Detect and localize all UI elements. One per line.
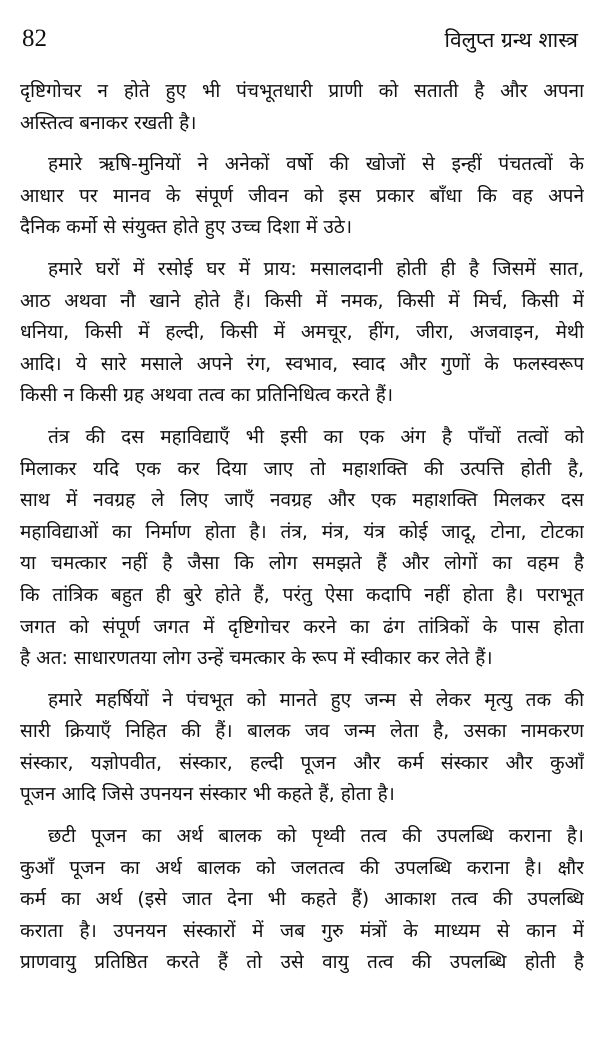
body-text xyxy=(20,76,584,989)
text-line: या चमत्कार नहीं है जैसा कि लोग समझते हैं और लोगों का वहम है xyxy=(20,552,584,575)
text-line: प्राणवायु प्रतिष्ठित करते हैं तो उसे वायु तत्व की उपलब्धि होती है xyxy=(20,951,584,974)
text-line: पूजन आदि जिसे उपनयन संस्कार भी कहते हैं, होता है। xyxy=(20,783,395,806)
paragraph xyxy=(20,149,584,244)
text-line: है अत: साधारणतया लोग उन्हें चमत्कार के रूप में स्वीकार कर लेते हैं। xyxy=(20,647,493,670)
book-title: विलुप्त ग्रन्थ शास्त्र xyxy=(444,28,578,52)
text-line: साथ में नवग्रह ले लिए जाएँ नवग्रह और एक महाशक्ति मिलकर दस xyxy=(20,489,584,512)
page-number: 82 xyxy=(22,25,47,52)
text-line: आदि। ये सारे मसाले अपने रंग, स्वभाव, स्वाद और गुणों के फलस्वरूप xyxy=(20,352,584,375)
text-line: आधार पर मानव के संपूर्ण जीवन को इस प्रकार बाँधा कि वह अपने xyxy=(20,184,584,207)
text-line: हमारे घरों में रसोई घर में प्राय: मसालदानी होती ही है जिसमें सात, xyxy=(48,257,584,280)
text-line: कराता है। उपनयन संस्कारों में जब गुरु मंत्रों के माध्यम से कान में xyxy=(20,919,584,942)
text-line: छटी पूजन का अर्थ बालक को पृथ्वी तत्व की उपलब्धि कराना है। xyxy=(48,825,584,848)
paragraph xyxy=(20,821,584,979)
paragraph xyxy=(20,254,584,412)
text-line: अस्तित्व बनाकर रखती है। xyxy=(20,111,197,134)
text-line: हमारे ऋषि-मुनियों ने अनेकों वर्षो की खोजों से इन्हीं पंचतत्वों के xyxy=(48,153,584,176)
text-line: दैनिक कर्मो से संयुक्त होते हुए उच्च दिशा में उठे। xyxy=(20,216,353,239)
text-line: हमारे महर्षियों ने पंचभूत को मानते हुए जन्म से लेकर मृत्यु तक की xyxy=(48,688,584,711)
text-line: कर्म का अर्थ (इसे जात देना भी कहते हैं) आकाश तत्व की उपलब्धि xyxy=(20,888,584,911)
text-line: कि तांत्रिक बहुत ही बुरे होते हैं, परंतु ऐसा कदापि नहीं होता है। पराभूत xyxy=(20,583,584,606)
paragraph xyxy=(20,76,584,139)
page-header xyxy=(0,0,600,70)
text-line: संस्कार, यज्ञोपवीत, संस्कार, हल्दी पूजन और कर्म संस्कार और कुआँ xyxy=(20,751,584,774)
text-line: महाविद्याओं का निर्माण होता है। तंत्र, मंत्र, यंत्र कोई जादू, टोना, टोटका xyxy=(20,520,584,543)
text-line: धनिया, किसी में हल्दी, किसी में अमचूर, हींग, जीरा, अजवाइन, मेथी xyxy=(20,321,584,344)
text-line: दृष्टिगोचर न होते हुए भी पंचभूतधारी प्राणी को सताती है और अपना xyxy=(20,80,584,102)
text-line: आठ अथवा नौ खाने होते हैं। किसी में नमक, किसी में मिर्च, किसी में xyxy=(20,289,584,312)
text-line: तंत्र की दस महाविद्याएँ भी इसी का एक अंग है पाँचों तत्वों को xyxy=(48,425,584,448)
text-line: सारी क्रियाएँ निहित की हैं। बालक जव जन्म लेता है, उसका नामकरण xyxy=(20,720,584,743)
text-line: कुआँ पूजन का अर्थ बालक को जलतत्व की उपलब्धि कराना है। क्षौर xyxy=(20,856,584,879)
text-line: मिलाकर यदि एक कर दिया जाए तो महाशक्ति की उत्पत्ति होती है, xyxy=(20,457,584,480)
text-line: किसी न किसी ग्रह अथवा तत्व का प्रतिनिधित्व करते हैं। xyxy=(20,384,394,407)
paragraph xyxy=(20,685,584,811)
text-line: जगत को संपूर्ण जगत में दृष्टिगोचर करने का ढंग तांत्रिकों के पास होता xyxy=(20,615,584,638)
paragraph xyxy=(20,422,584,675)
